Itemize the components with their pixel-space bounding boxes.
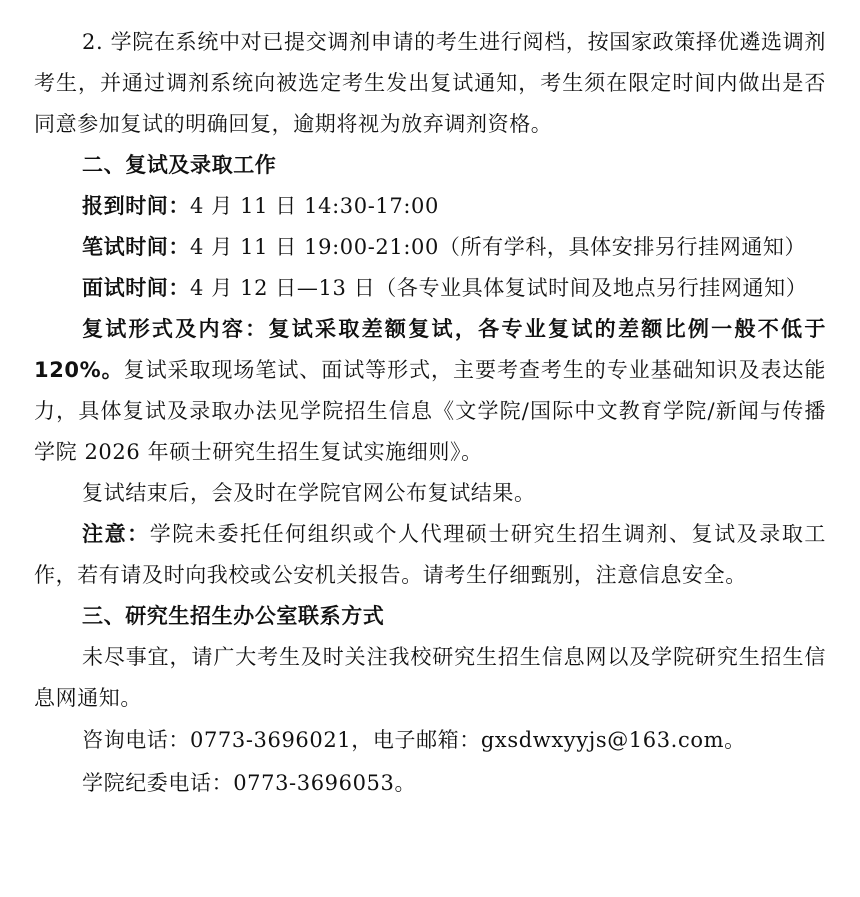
paragraph-results-note: 复试结束后，会及时在学院官网公布复试结果。 <box>82 481 536 505</box>
paragraph-retest-format <box>34 309 826 473</box>
paragraph-follow-note: 未尽事宜，请广大考生及时关注我校研究生招生信息网以及学院研究生招生信息网通知。 <box>34 645 826 710</box>
report-time-value: 4 月 11 日 14:30-17:00 <box>190 194 439 218</box>
section-heading-retest: 二、复试及录取工作 <box>82 153 277 177</box>
paragraph-adjustment-review: 2. 学院在系统中对已提交调剂申请的考生进行阅档，按国家政策择优遴选调剂考生，并通过调剂系统向被选定考生发出复试通知，考生须在限定时间内做出是否同意参加复试的明确回复，逾期将视为放弃调剂资格。 <box>34 30 826 136</box>
retest-format-bold: 复试采取差额复试，各专业复试的差额比例一般不低于 120%。 <box>34 317 826 382</box>
section-heading-contact: 三、研究生招生办公室联系方式 <box>82 604 385 628</box>
paragraph-contact: 咨询电话：0773-3696021，电子邮箱：gxsdwxyyjs@163.com。 <box>82 728 746 752</box>
notice-label: 注意： <box>82 522 150 546</box>
report-time-label: 报到时间： <box>82 194 190 218</box>
paragraph-written-time <box>34 227 826 268</box>
notice-text: 学院未委托任何组织或个人代理硕士研究生招生调剂、复试及录取工作，若有请及时向我校或公安机关报告。请考生仔细甄别，注意信息安全。 <box>34 522 826 587</box>
document-body <box>34 22 826 805</box>
paragraph-notice <box>34 514 826 596</box>
paragraph-discipline-contact: 学院纪委电话：0773-3696053。 <box>82 771 417 795</box>
interview-time-value: 4 月 12 日—13 日（各专业具体复试时间及地点另行挂网通知） <box>190 276 808 300</box>
written-time-label: 笔试时间： <box>82 235 190 259</box>
retest-format-label: 复试形式及内容： <box>82 317 269 341</box>
retest-format-rest: 复试采取现场笔试、面试等形式，主要考查考生的专业基础知识及表达能力，具体复试及录取办法见学院招生信息《文学院/国际中文教育学院/新闻与传播学院 2026 年硕士研究生招生复试实施细则》。 <box>34 358 826 464</box>
paragraph-report-time <box>34 186 826 227</box>
written-time-value: 4 月 11 日 19:00-21:00（所有学科，具体安排另行挂网通知） <box>190 235 807 259</box>
paragraph-interview-time <box>34 268 826 309</box>
interview-time-label: 面试时间： <box>82 276 190 300</box>
